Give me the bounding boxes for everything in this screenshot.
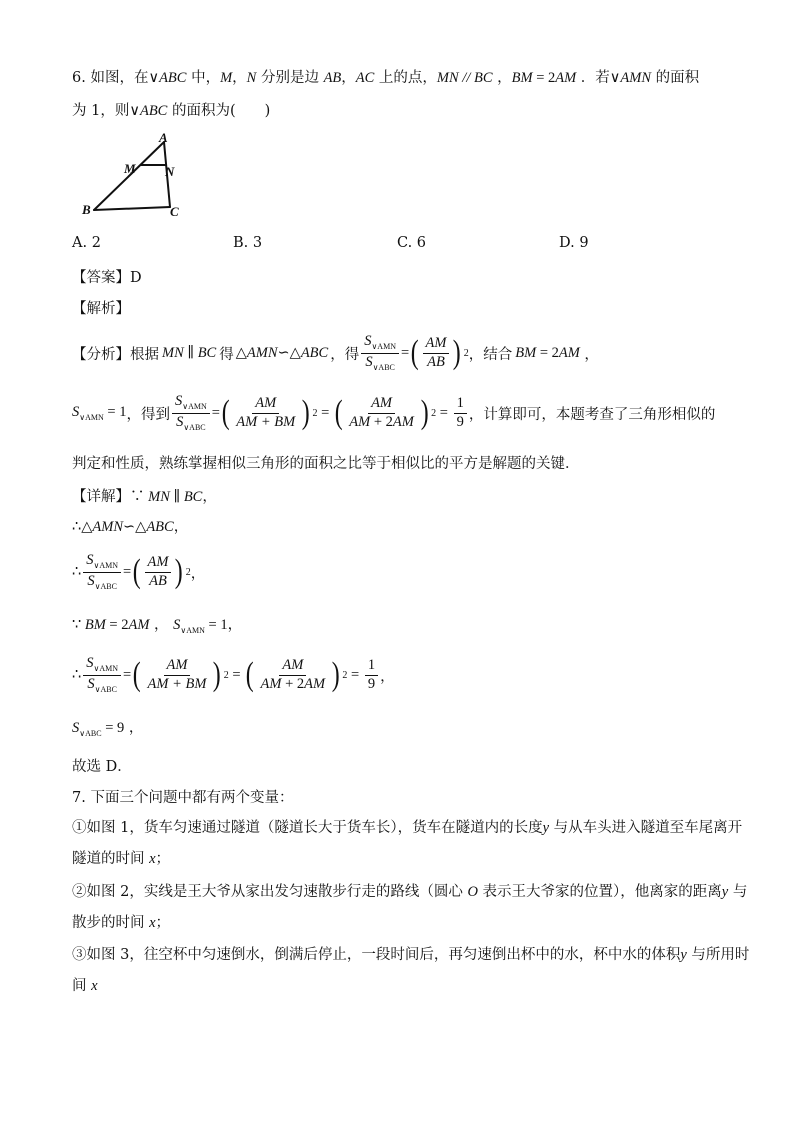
- text: ②如图 2，实线是王大爷从家出发匀速散步行走的路线（圆心: [72, 884, 468, 900]
- paren-ratio: ( $\frac{AM}{AB}$ ) 2: [410, 334, 469, 371]
- q7-item3-line2: [72, 974, 98, 995]
- label-c: C: [170, 204, 179, 219]
- side-ab: [94, 142, 164, 210]
- choice-a: A. 2: [72, 235, 101, 251]
- triangle-figure: [78, 130, 198, 222]
- text: ③如图 3，往空杯中匀速倒水，倒满后停止，一段时间后，再匀速倒出杯中的水，杯中水的体积: [72, 947, 681, 963]
- math-var: AB: [323, 70, 342, 86]
- q7-item1-line1: [72, 816, 742, 837]
- text: ，: [492, 70, 512, 86]
- triangle-symbol: ∨: [129, 103, 140, 119]
- text: 【详解】∵: [72, 489, 145, 505]
- detail-line3: ∴ $\frac{S_{\vee AMN}}{S_{\vee ABC}}$ = ( $\frac{AM}{AB}$ ) 2 ，: [72, 551, 206, 591]
- therefore-symbol: ∴: [72, 667, 82, 683]
- text: ，得: [330, 346, 360, 363]
- text: ．若: [576, 70, 610, 86]
- text: 【分析】根据: [72, 346, 159, 363]
- answer-line: 【答案】D: [72, 270, 142, 286]
- text: 与从车头进入隧道至车尾离开: [549, 820, 743, 836]
- math-var: x: [149, 851, 156, 867]
- text: 散步的时间: [72, 915, 150, 931]
- label-n: N: [165, 164, 175, 179]
- detail-line1: 【详解】∵ MN ∥ BC，: [72, 489, 217, 505]
- choice-d: D. 9: [559, 235, 589, 251]
- text: 中，: [186, 70, 221, 86]
- math-var: ABC: [159, 70, 187, 86]
- q7-line1: 7. 下面三个问题中都有两个变量：: [72, 790, 294, 806]
- detail-line6: $S_{\vee ABC} = 9$ ，: [72, 720, 144, 738]
- text: 表示王大爷家的位置），他离家的距离: [477, 884, 722, 900]
- triangle-symbol: ∨: [609, 70, 621, 86]
- text: 的面积: [651, 70, 700, 86]
- text: ；: [155, 851, 171, 867]
- text: ；: [155, 915, 171, 931]
- detail-line4: ∵ BM = 2AM ， $S_{\vee AMN} = 1$，: [72, 617, 243, 635]
- math-var: O: [467, 884, 478, 900]
- q7-item1-line2: [72, 847, 170, 868]
- text: 上的点，: [374, 70, 437, 86]
- final-choice: 故选 D．: [72, 759, 132, 775]
- q6-line1: [72, 66, 699, 87]
- text: 分别是边: [256, 70, 324, 86]
- text: 隧道的时间: [72, 851, 150, 867]
- math-op: //: [458, 70, 474, 86]
- text: ，: [341, 70, 356, 86]
- detail-line2: ∴△AMN∽△ABC，: [72, 519, 189, 535]
- math-var: AC: [355, 70, 375, 86]
- math-var: AM: [555, 70, 577, 86]
- triangle-symbol: ∨: [148, 70, 160, 86]
- label-m: M: [124, 161, 136, 176]
- side-bc: [94, 207, 170, 210]
- math-var: BC: [473, 70, 493, 86]
- text: 为 1，则: [72, 103, 130, 119]
- math-var: AMN: [620, 70, 652, 86]
- math-var: ABC: [139, 103, 168, 119]
- math-var: BM: [511, 70, 533, 86]
- math-var: MN: [436, 70, 459, 86]
- math-var: M: [220, 70, 233, 86]
- math-var: x: [91, 978, 98, 994]
- text: ，: [232, 70, 247, 86]
- text: ，计算即可，本题考查了三角形相似的: [468, 406, 716, 423]
- because-symbol: ∵: [72, 617, 82, 633]
- detail-line5: ∴ $\frac{S_{\vee AMN}}{S_{\vee ABC}}$ = ( $\frac{AM}{AM + BM}$ ) 2 = ( $\frac{AM}{AM + 2AM}$ ) 2 = $\frac{1}{9}$ ，: [72, 654, 395, 694]
- choice-c: C. 6: [397, 235, 427, 251]
- math-var: y: [542, 820, 550, 836]
- text: ①如图 1，货车匀速通过隧道（隧道长大于货车长），货车在隧道内的长度: [72, 820, 543, 836]
- analysis-line3: 判定和性质，熟练掌握相似三角形的面积之比等于相似比的平方是解题的关键．: [72, 456, 580, 472]
- math-var: x: [149, 915, 156, 931]
- choice-b: B. 3: [233, 235, 263, 251]
- text: ，结合: [468, 346, 513, 363]
- text: 6. 如图，在: [72, 70, 149, 86]
- math-op: = 2: [532, 70, 556, 86]
- therefore-symbol: ∴: [72, 564, 82, 580]
- math-similar: △AMN∽△ABC: [235, 344, 329, 361]
- text: 得: [219, 346, 234, 363]
- label-b: B: [82, 202, 91, 217]
- math-var: y: [721, 884, 729, 900]
- q7-item2-line2: [72, 911, 170, 932]
- math-mn-bc: MN ∥ BC: [162, 344, 217, 361]
- text: 的面积为( ): [167, 103, 271, 119]
- text: 与: [728, 884, 748, 900]
- q7-item3-line1: [72, 943, 749, 964]
- analysis-line2: $S_{\vee AMN} = 1$ ，得到 $\frac{S_{\vee AMN}}{S_{\vee ABC}}$ = ( $\frac{AM}{AM + BM}$ ) 2 = ( $\frac{AM}{AM + 2AM}$ ) 2 = $\frac{1}{9}$ ，计算即可，本题考查了三角形相似的: [72, 392, 716, 432]
- q6-line2: [72, 99, 270, 120]
- analysis-title: 【解析】: [72, 301, 130, 317]
- math-var: y: [680, 947, 687, 963]
- therefore-symbol: ∴: [72, 519, 82, 535]
- text: ，得到: [126, 406, 170, 423]
- q7-item2-line1: [72, 880, 747, 901]
- label-a: A: [159, 130, 168, 145]
- text: 与所用时: [686, 947, 750, 963]
- text: 间: [72, 978, 92, 994]
- math-var: N: [246, 70, 257, 86]
- fraction-area-ratio: $\frac{S_{\vee AMN}}{S_{\vee ABC}}$: [361, 334, 399, 373]
- analysis-line1: 【分析】根据 MN ∥ BC 得 △AMN∽△ABC ，得 $\frac{S_{\vee AMN}}{S_{\vee ABC}}$ = ( $\frac{AM}{AB}$ ) 2 ，结合 BM = 2 AM ，: [72, 332, 599, 372]
